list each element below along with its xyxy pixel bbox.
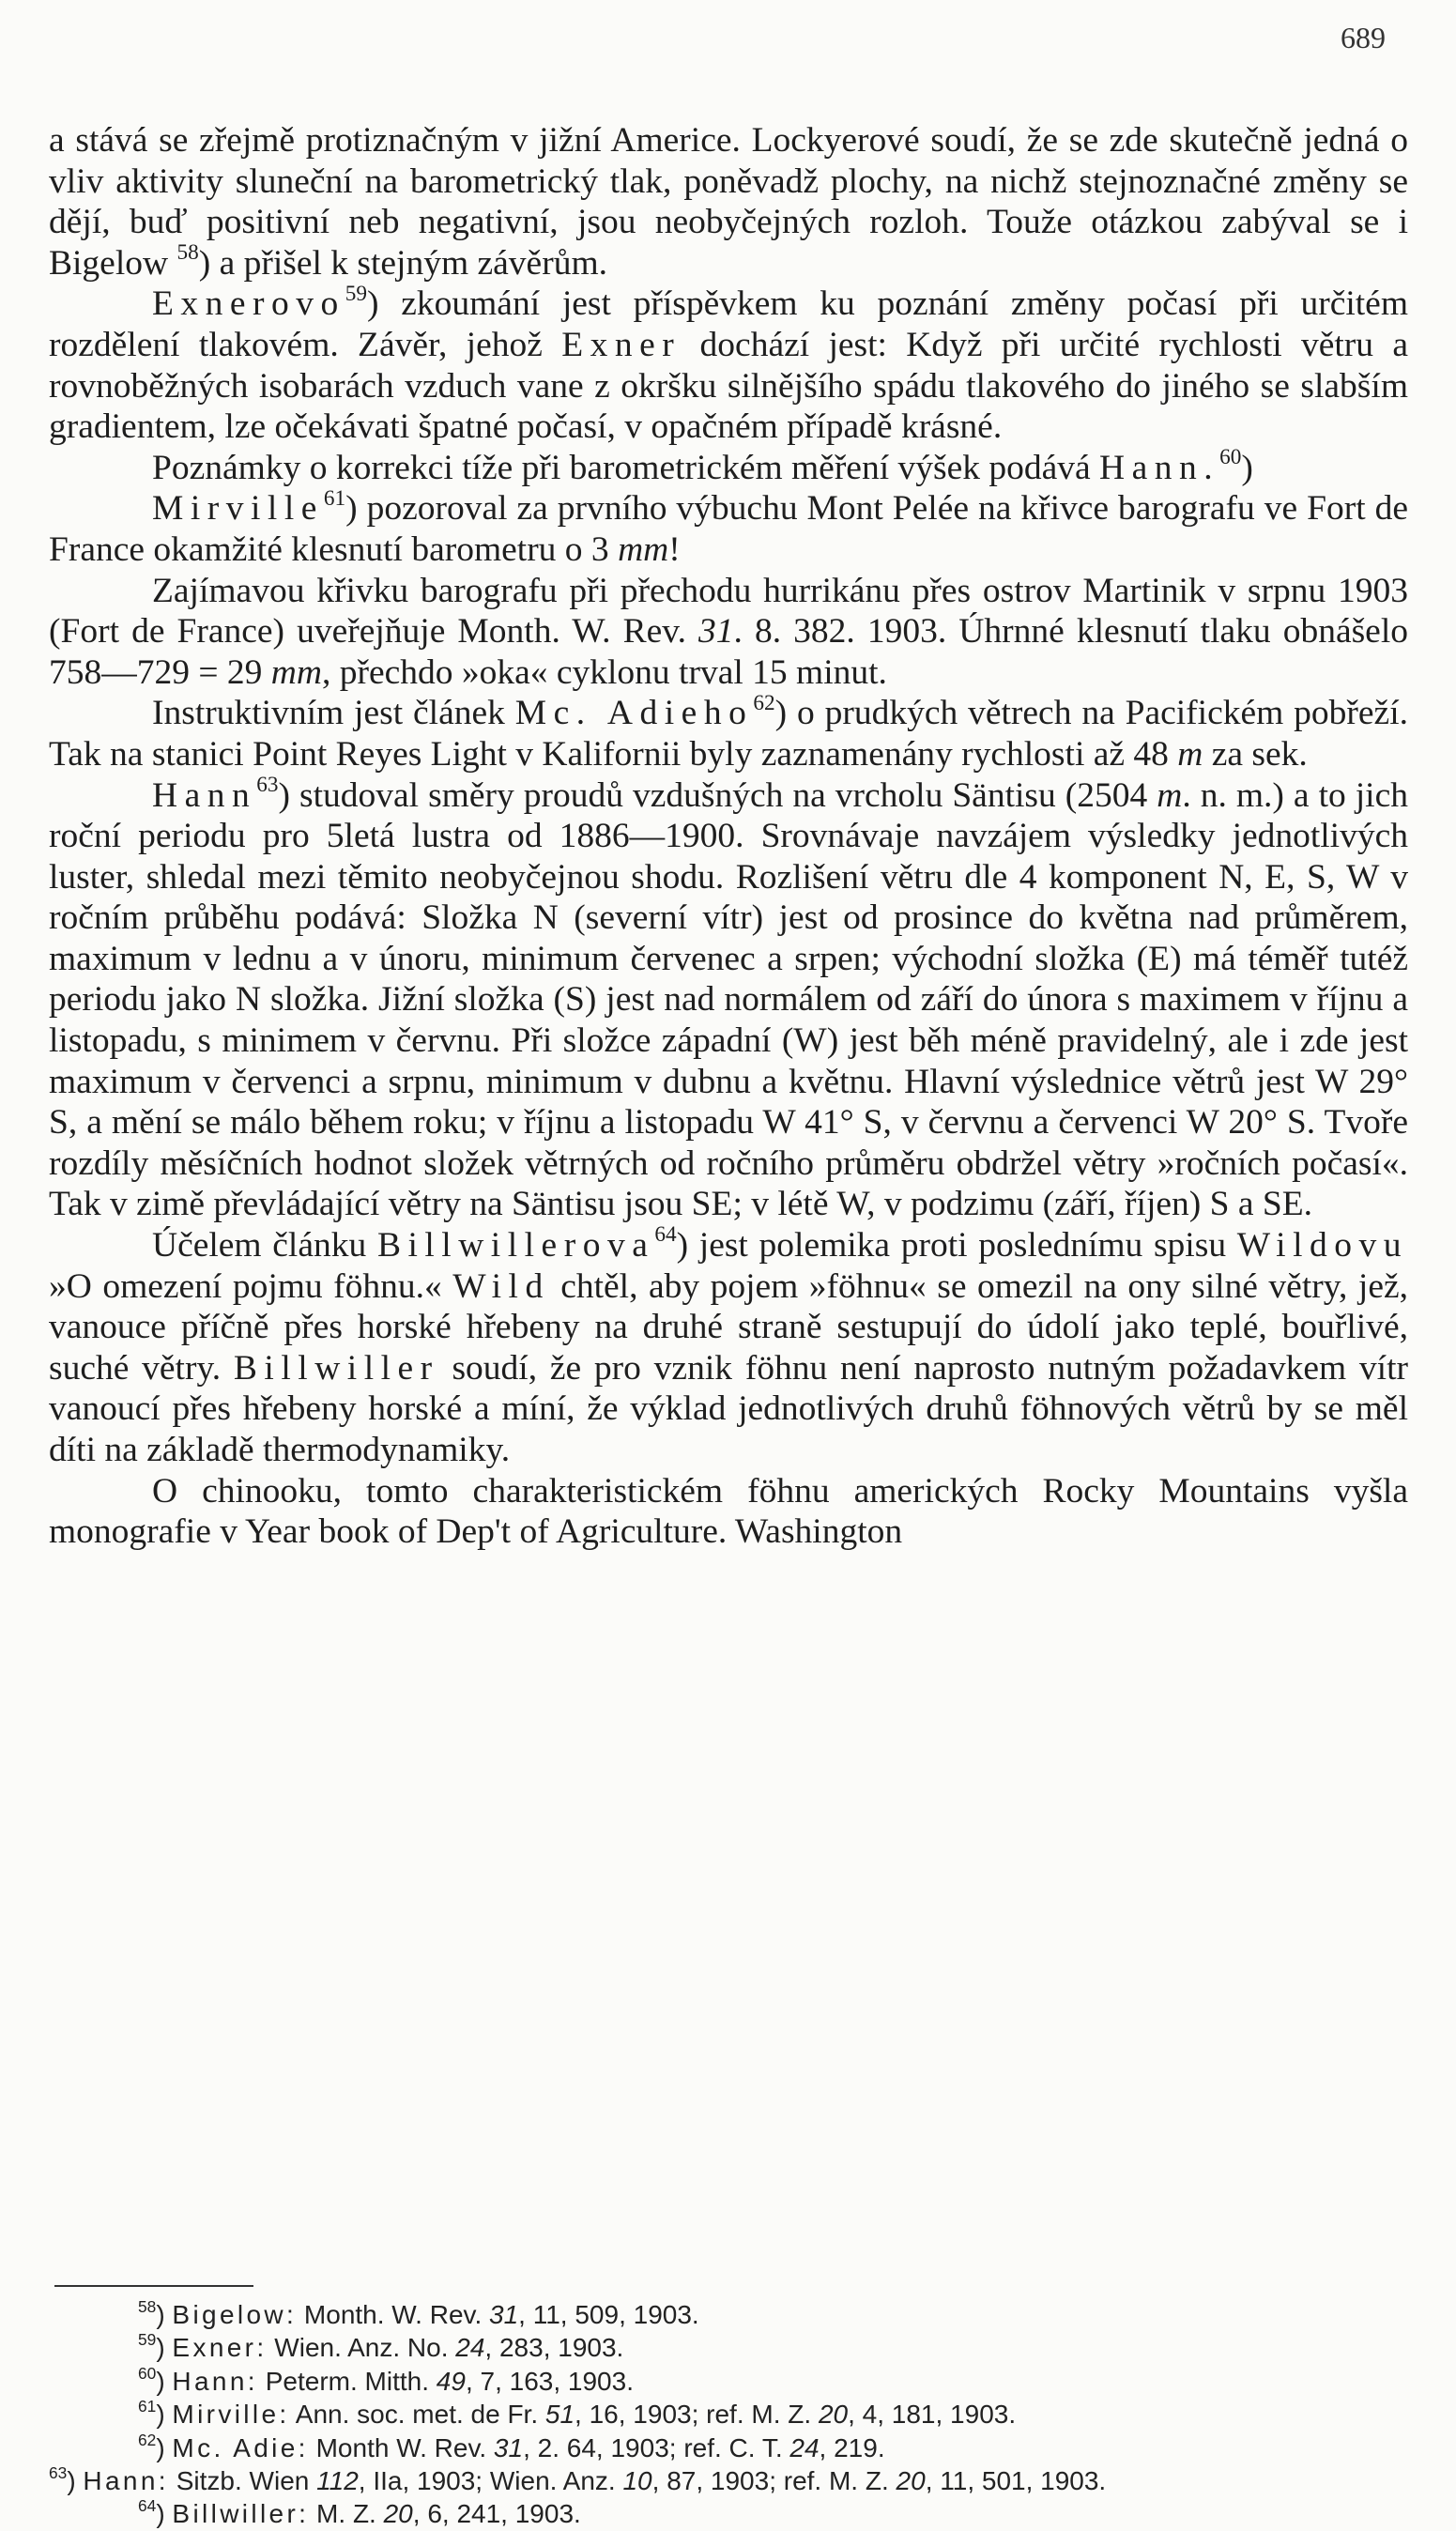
paragraph (49, 772, 1408, 1226)
italic-text: 10 (622, 2466, 652, 2496)
italic-text: 31 (493, 2432, 524, 2462)
text-run: ) (1241, 448, 1253, 487)
text-run: ) a přišel k stejným závěrům. (198, 243, 607, 283)
text-run: , 7, 163, 1903. (465, 2366, 634, 2396)
footnote-ref: 61 (323, 485, 346, 511)
text-run: Wien. Anz. No. (267, 2333, 456, 2363)
text-run: ) pozoroval za prvního výbuchu Mont Pelée na křivce barografu ve Fort de France okamžité klesnutí barometru o 3 (49, 489, 1408, 569)
text-run: soudí, že pro vznik föhnu není naprosto nutným požadavkem vítr vanoucí přes hřebeny horské a míní, že výklad jednotlivých druhů föhnových větrů by se měl díti na základě thermodynamiky. (49, 1348, 1408, 1469)
text-run: , 2. 64, 1903; ref. C. T. (523, 2432, 790, 2462)
spaced-name: Hann (152, 775, 257, 815)
author-name: Mc. Adie: (172, 2432, 309, 2462)
footnote (49, 2497, 1408, 2530)
italic-text: 31 (489, 2300, 519, 2329)
paragraph (49, 1471, 1408, 1553)
paragraph (49, 281, 1408, 447)
text-run: . n. m.) a to jich roční periodu pro 5letá lustra od 1886—1900. Srovnávaje navzájem výsledky jednotlivých luster, shledal mezi těmito neobyčejnou shodu. Rozlišení větru dle 4 komponent N, E, S, W v ročním průběhu podává: Složka N (severní vítr) jest od prosince do května nad průměrem, maximum v lednu a v únoru, minimum červenec a srpen; východní složka (E) má téměř tutéž periodu jako N složka. Jižní složka (S) jest nad normálem od září do února s maximem v říjnu a listopadu, s minimem v červnu. Při složce západní (W) jest běh méně pravidelný, ale i zde jest maximum v červenci a srpnu, minimum v dubnu a květnu. Hlavní výslednice větrů jest W 29° S, a mění se málo během roku; v říjnu a listopadu W 41° S, v červnu a červenci W 20° S. Tvoře rozdíly měsíčních hodnot složek větrných od ročního průměru obdržel větry »ročních počasí«. Tak v zimě převládající větry na Säntisu jsou SE; v létě W, v podzimu (září, říjen) S a SE. (49, 775, 1408, 1224)
footnote-ref: 61 (138, 2397, 157, 2416)
footnote-ref: 62 (753, 690, 775, 715)
paragraph (49, 1222, 1408, 1471)
footnote-ref: 64 (138, 2496, 157, 2516)
text-run: »O omezení pojmu föhnu.« (49, 1266, 453, 1306)
italic-text: 49 (436, 2366, 466, 2396)
italic-text: 24 (789, 2432, 820, 2462)
text-run: ) (156, 2499, 173, 2529)
spaced-name: Mc. Adieho (514, 694, 754, 733)
author-name: Hann: (172, 2366, 258, 2396)
text-run: ) (156, 2366, 173, 2396)
text-run: dochází jest: Když při určité rychlosti větru a rovnoběžných isobarách vzduch vane z okršku silnějšího spádu tlakového do jiného se slabším gradientem, lze očekávati špatné počasí, v opačném případě krásné. (49, 325, 1408, 447)
footnote-ref: 59 (138, 2330, 157, 2350)
text-run: Sitzb. Wien (168, 2466, 317, 2496)
italic-text: mm (618, 529, 669, 569)
text-run: , 4, 181, 1903. (848, 2400, 1017, 2430)
text-run: M. Z. (309, 2499, 384, 2529)
spaced-name: Wildovu (1236, 1226, 1408, 1266)
paragraph (49, 120, 1408, 284)
spaced-name: Billwillerova (376, 1226, 655, 1266)
text-run: ) (156, 2432, 173, 2462)
italic-text: 112 (316, 2466, 359, 2496)
text-run: ) o prudkých větrech na Pacifickém pobřeží. Tak na stanici Point Reyes Light v Kalifornii byly zaznamenány rychlosti až 48 (49, 694, 1408, 774)
text-run: ! (668, 529, 681, 569)
footnote-ref: 59 (345, 281, 368, 306)
text-run: ) (156, 2400, 173, 2430)
footnote-ref: 62 (138, 2430, 157, 2449)
footnote (49, 2431, 1408, 2464)
text-run: , IIa, 1903; Wien. Anz. (358, 2466, 623, 2496)
italic-text: 31 (698, 612, 734, 652)
text-run: Poznámky o korrekci tíže při barometrickém měření výšek podává (152, 448, 1100, 487)
footnote-rule (54, 2285, 253, 2287)
text-run: , 219. (819, 2432, 885, 2462)
author-name: Billwiller: (172, 2499, 310, 2529)
text-run: Month. W. Rev. (297, 2300, 490, 2329)
spaced-name: Wild (452, 1266, 550, 1306)
text-run: , 6, 241, 1903. (412, 2499, 581, 2529)
footnote-ref: 63 (256, 772, 279, 797)
text-run: Účelem článku (152, 1226, 377, 1266)
text-run: ) jest polemika proti poslednímu spisu (676, 1226, 1237, 1266)
spaced-name: Hann. (1099, 448, 1220, 487)
text-run: , 16, 1903; ref. M. Z. (575, 2400, 819, 2430)
text-run: ) (156, 2300, 173, 2329)
author-name: Bigelow: (172, 2300, 298, 2329)
text-run: , 87, 1903; ref. M. Z. (651, 2466, 897, 2496)
italic-text: m (1157, 775, 1183, 815)
text-run: Instruktivním jest článek (152, 694, 515, 733)
footnote-ref: 60 (138, 2363, 157, 2383)
italic-text: 20 (818, 2400, 849, 2430)
footnote-ref: 60 (1219, 444, 1242, 469)
footnote-ref: 63 (49, 2462, 68, 2482)
author-name: Exner: (172, 2333, 268, 2363)
spaced-name: Exnerovo (152, 284, 345, 324)
text-run: a stává se zřejmě protiznačným v jižní Americe. Lockyerové soudí, že se zde skutečně jedná o vliv aktivity sluneční na barometrický tlak, poněvadž plochy, na nichž stejnoznačné změny se dějí, buď positivní neb negativní, jsou neobyčejných rozloh. Touže otázkou zabýval se i Bigelow (49, 121, 1408, 283)
text-run: Month W. Rev. (308, 2432, 494, 2462)
page-number: 689 (1341, 21, 1386, 54)
italic-text: mm (270, 652, 322, 692)
footnote-ref: 58 (176, 239, 199, 265)
italic-text: 51 (544, 2400, 575, 2430)
text-run: ) studoval směry proudů vzdušných na vrcholu Säntisu (2504 (278, 775, 1157, 815)
text-run: Peterm. Mitth. (257, 2366, 437, 2396)
footnote (49, 2464, 1408, 2497)
footnote-ref: 64 (654, 1222, 677, 1248)
text-run: ) (67, 2466, 84, 2496)
footnote (49, 2298, 1408, 2331)
paragraph (49, 444, 1408, 489)
paragraph (49, 690, 1408, 775)
text-run: , přechdo »oka« cyklonu trval 15 minut. (321, 652, 887, 692)
body-text (49, 120, 1408, 1553)
footnote-ref: 58 (138, 2296, 157, 2316)
spaced-name: Billwiller (233, 1348, 439, 1388)
text-run: chtěl, aby pojem »föhnu« se omezil na ony silné větry, jež, vanouce příčně přes horské hřebeny na druhé straně sestupují do údolí jako teplé, bouřlivé, suché větry. (49, 1266, 1408, 1388)
italic-text: 20 (383, 2499, 413, 2529)
text-run: ) zkoumání jest příspěvkem ku poznání změny počasí při určitém rozdělení tlakovém. Závěr, jehož (49, 284, 1408, 364)
footnote (49, 2398, 1408, 2431)
text-run: Ann. soc. met. de Fr. (289, 2400, 545, 2430)
text-run: . 8. 382. 1903. Úhrnné klesnutí tlaku obnášelo 758—729 = 29 (49, 612, 1408, 692)
paragraph (49, 571, 1408, 694)
text-run: za sek. (1203, 734, 1308, 774)
italic-text: m (1177, 734, 1203, 774)
text-run: , 283, 1903. (484, 2333, 624, 2363)
text-run: , 11, 509, 1903. (518, 2300, 699, 2329)
author-name: Mirville: (172, 2400, 290, 2430)
spaced-name: Exner (561, 325, 682, 364)
footnotes (49, 2298, 1408, 2531)
footnote (49, 2365, 1408, 2398)
text-run: O chinooku, tomto charakteristickém föhnu amerických Rocky Mountains vyšla monografie v Year book of Dep't of Agriculture. Washington (49, 1471, 1408, 1552)
footnote (49, 2331, 1408, 2364)
spaced-name: Mirville (152, 489, 324, 529)
author-name: Hann: (83, 2466, 169, 2496)
text-run: Zajímavou křivku barografu při přechodu hurrikánu přes ostrov Martinik v srpnu 1903 (Fort de France) uveřejňuje Month. W. Rev. (49, 571, 1408, 652)
italic-text: 24 (455, 2333, 485, 2363)
italic-text: 20 (896, 2466, 926, 2496)
paragraph (49, 485, 1408, 570)
text-run: , 11, 501, 1903. (925, 2466, 1107, 2496)
text-run: ) (156, 2333, 173, 2363)
